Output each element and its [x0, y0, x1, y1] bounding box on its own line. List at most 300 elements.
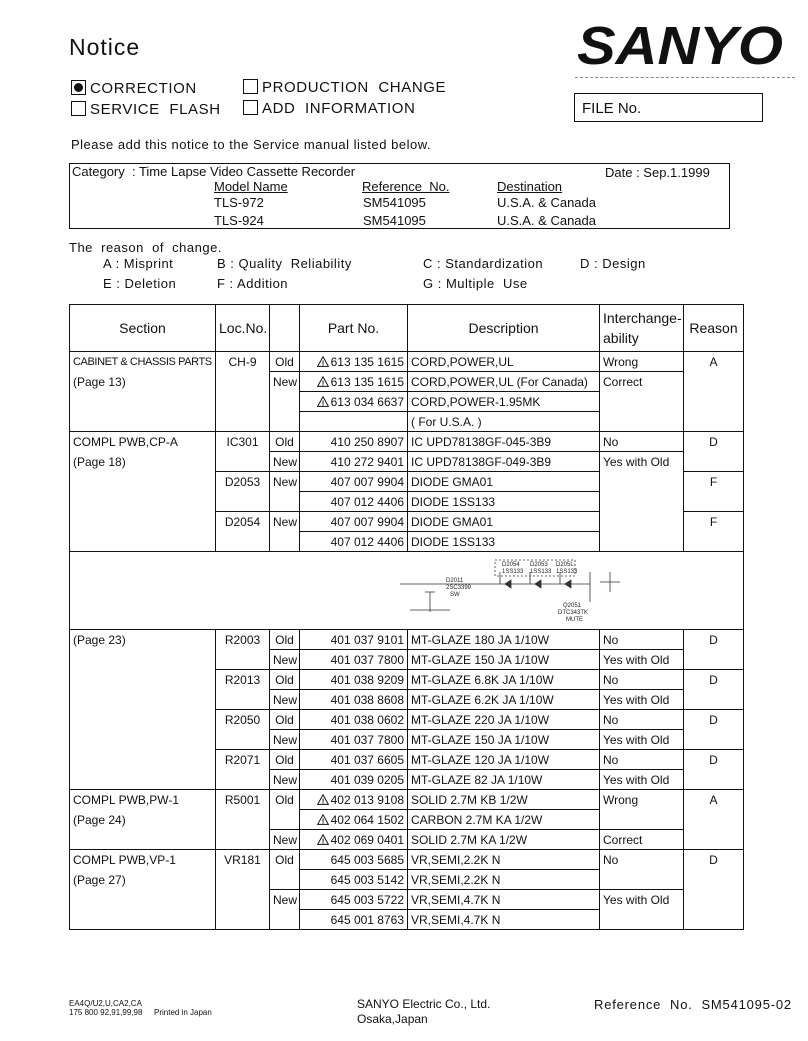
reason-c: C : Standardization — [423, 256, 544, 271]
cell-desc: SOLID 2.7M KB 1/2W — [408, 790, 600, 810]
cell-section — [70, 532, 216, 552]
svg-text:SANYO: SANYO — [577, 16, 783, 74]
cell-reason: A — [684, 352, 744, 372]
cell-part — [300, 750, 408, 770]
cell-section — [70, 492, 216, 512]
table-row — [70, 352, 744, 372]
cell-desc: VR,SEMI,4.7K N — [408, 910, 600, 930]
cell-loc — [216, 412, 270, 432]
table-row — [70, 790, 744, 810]
cell-part — [300, 452, 408, 472]
cell-interchange: Yes with Old — [600, 730, 684, 750]
cell-oldnew — [270, 870, 300, 890]
footer-printed: Printed in Japan — [154, 1008, 212, 1017]
table-row — [70, 830, 744, 850]
cell-oldnew: Old — [270, 710, 300, 730]
table-row — [70, 690, 744, 710]
reason-b: B : Quality Reliability — [217, 256, 352, 271]
cell-section: (Page 23) — [70, 630, 216, 650]
cell-interchange — [600, 910, 684, 930]
cell-section: (Page 24) — [70, 810, 216, 830]
table-row — [70, 452, 744, 472]
cell-part — [300, 492, 408, 512]
cell-oldnew — [270, 492, 300, 512]
table-row — [70, 630, 744, 650]
cell-oldnew: New — [270, 452, 300, 472]
cell-loc — [216, 830, 270, 850]
cell-oldnew — [270, 392, 300, 412]
cell-interchange — [600, 492, 684, 512]
cell-desc: CORD,POWER-1.95MK — [408, 392, 600, 412]
cell-loc — [216, 910, 270, 930]
cell-interchange: Wrong — [600, 352, 684, 372]
table-row — [70, 850, 744, 870]
cell-oldnew: New — [270, 472, 300, 492]
cell-part — [300, 650, 408, 670]
cell-section — [70, 770, 216, 790]
cell-oldnew: Old — [270, 850, 300, 870]
cell-interchange: No — [600, 630, 684, 650]
reason-a: A : Misprint — [103, 256, 174, 271]
warning-triangle-icon — [317, 834, 329, 845]
header-section: Section — [70, 305, 216, 352]
header-reason: Reason — [684, 305, 744, 352]
cell-loc — [216, 372, 270, 392]
cell-oldnew: New — [270, 830, 300, 850]
svg-text:!: ! — [321, 379, 324, 387]
warning-triangle-icon — [317, 396, 329, 407]
table-row — [70, 432, 744, 452]
checkbox-production-change[interactable]: PRODUCTION CHANGE — [243, 79, 446, 96]
part-number: 407 012 4406 — [330, 534, 404, 549]
footer-code2: 175 800 92,91,99,98 — [69, 1008, 143, 1017]
cell-section — [70, 670, 216, 690]
cell-desc: VR,SEMI,2.2K N — [408, 850, 600, 870]
cell-reason: F — [684, 512, 744, 532]
cell-interchange: Yes with Old — [600, 770, 684, 790]
cell-loc: R5001 — [216, 790, 270, 810]
cell-desc: MT-GLAZE 6.8K JA 1/10W — [408, 670, 600, 690]
table-row — [70, 532, 744, 552]
cell-part — [300, 850, 408, 870]
cell-section: (Page 27) — [70, 870, 216, 890]
cell-section — [70, 412, 216, 432]
cell-interchange — [600, 412, 684, 432]
part-number: 402 064 1502 — [330, 812, 404, 827]
reason-e: E : Deletion — [103, 276, 177, 291]
cell-loc: R2013 — [216, 670, 270, 690]
diagram-label: 1SS133 — [530, 569, 552, 575]
cell-desc: VR,SEMI,2.2K N — [408, 870, 600, 890]
checkbox-add-information[interactable]: ADD INFORMATION — [243, 100, 415, 117]
cell-oldnew: Old — [270, 790, 300, 810]
cell-loc — [216, 770, 270, 790]
cell-oldnew: Old — [270, 750, 300, 770]
cell-part — [300, 532, 408, 552]
cell-section — [70, 690, 216, 710]
cell-reason: D — [684, 630, 744, 650]
cell-part — [300, 670, 408, 690]
cell-oldnew: New — [270, 730, 300, 750]
diagram-row — [70, 552, 744, 630]
cell-part — [300, 710, 408, 730]
cell-desc: IC UPD78138GF-045-3B9 — [408, 432, 600, 452]
cell-part — [300, 472, 408, 492]
table-row — [70, 910, 744, 930]
cell-interchange: Yes with Old — [600, 690, 684, 710]
cell-reason: D — [684, 710, 744, 730]
diagram-label: SW — [450, 592, 460, 598]
cell-interchange: No — [600, 750, 684, 770]
cell-section: COMPL PWB,CP-A — [70, 432, 216, 452]
cell-loc — [216, 532, 270, 552]
cell-oldnew — [270, 532, 300, 552]
cell-reason — [684, 650, 744, 670]
ref-2: SM541095 — [363, 213, 426, 228]
cell-loc: CH-9 — [216, 352, 270, 372]
cell-loc — [216, 690, 270, 710]
checkbox-unchecked[interactable] — [243, 100, 258, 115]
part-number: 401 037 7800 — [330, 652, 404, 667]
model-2: TLS-924 — [214, 213, 264, 228]
cell-section: COMPL PWB,PW-1 — [70, 790, 216, 810]
cell-reason: F — [684, 472, 744, 492]
cell-oldnew: New — [270, 690, 300, 710]
part-number: 410 272 9401 — [330, 454, 404, 469]
sanyo-logo — [575, 12, 787, 74]
cell-loc — [216, 452, 270, 472]
diagram-label: 2SC3399 — [446, 585, 472, 591]
cell-oldnew: New — [270, 512, 300, 532]
table-row — [70, 730, 744, 750]
cell-interchange — [600, 532, 684, 552]
cell-section — [70, 910, 216, 930]
checkbox-checked[interactable] — [71, 80, 86, 95]
col-reference: Reference No. — [362, 179, 450, 194]
cell-section — [70, 650, 216, 670]
cell-interchange — [600, 512, 684, 532]
cell-desc: DIODE 1SS133 — [408, 532, 600, 552]
cell-oldnew: Old — [270, 432, 300, 452]
cell-desc: MT-GLAZE 150 JA 1/10W — [408, 730, 600, 750]
cell-interchange: Correct — [600, 830, 684, 850]
cell-part — [300, 690, 408, 710]
diagram-label: 1SS133 — [556, 569, 578, 575]
cell-loc: R2050 — [216, 710, 270, 730]
cell-interchange: No — [600, 710, 684, 730]
cell-reason — [684, 770, 744, 790]
cell-reason — [684, 492, 744, 512]
cell-part — [300, 890, 408, 910]
table-row — [70, 492, 744, 512]
cell-section: COMPL PWB,VP-1 — [70, 850, 216, 870]
diagram-label: DTC343TK — [558, 610, 589, 616]
cell-part — [300, 870, 408, 890]
cell-section — [70, 730, 216, 750]
cell-interchange — [600, 392, 684, 412]
cell-desc: DIODE GMA01 — [408, 512, 600, 532]
cell-reason: D — [684, 670, 744, 690]
cell-interchange: Yes with Old — [600, 650, 684, 670]
dest-2: U.S.A. & Canada — [497, 213, 596, 228]
cell-desc: MT-GLAZE 82 JA 1/10W — [408, 770, 600, 790]
cell-part — [300, 412, 408, 432]
cell-oldnew — [270, 810, 300, 830]
part-number: 401 038 8608 — [330, 692, 404, 707]
diagram-label: MUTE — [566, 617, 583, 623]
cell-part — [300, 392, 408, 412]
warning-triangle-icon — [317, 794, 329, 805]
cell-interchange: Yes with Old — [600, 890, 684, 910]
table-header — [70, 305, 744, 352]
checkbox-correction[interactable]: CORRECTION — [71, 80, 197, 97]
cell-desc: DIODE GMA01 — [408, 472, 600, 492]
col-model: Model Name — [214, 179, 288, 194]
reason-f: F : Addition — [217, 276, 289, 291]
cell-reason — [684, 870, 744, 890]
warning-triangle-icon — [317, 376, 329, 387]
part-number: 410 250 8907 — [330, 434, 404, 449]
cell-reason — [684, 412, 744, 432]
cell-part — [300, 630, 408, 650]
part-number: 401 039 0205 — [330, 772, 404, 787]
cell-loc: IC301 — [216, 432, 270, 452]
cell-section: (Page 18) — [70, 452, 216, 472]
table-row — [70, 472, 744, 492]
part-number: 401 038 0602 — [330, 712, 404, 727]
warning-triangle-icon — [317, 356, 329, 367]
part-number: 401 037 9101 — [330, 632, 404, 647]
header-interchange: Interchange- ability — [600, 305, 684, 352]
cell-desc: IC UPD78138GF-049-3B9 — [408, 452, 600, 472]
col-destination: Destination — [497, 179, 563, 194]
diagram-label: D205L — [556, 562, 574, 568]
cell-desc: VR,SEMI,4.7K N — [408, 890, 600, 910]
header-oldnew — [270, 305, 300, 352]
part-number: 401 038 9209 — [330, 672, 404, 687]
checkbox-unchecked[interactable] — [243, 79, 258, 94]
cell-reason: D — [684, 850, 744, 870]
warning-triangle-icon — [317, 814, 329, 825]
cell-desc: SOLID 2.7M KA 1/2W — [408, 830, 600, 850]
cell-reason — [684, 372, 744, 392]
diagram-label: 1SS133 — [502, 569, 524, 575]
table-row — [70, 890, 744, 910]
file-no-box[interactable]: FILE No. — [574, 93, 763, 122]
reason-d: D : Design — [580, 256, 646, 271]
part-number: 407 007 9904 — [330, 514, 404, 529]
cell-oldnew: Old — [270, 630, 300, 650]
cell-part — [300, 770, 408, 790]
table-row — [70, 750, 744, 770]
cell-desc: MT-GLAZE 220 JA 1/10W — [408, 710, 600, 730]
cell-loc: D2053 — [216, 472, 270, 492]
cell-part — [300, 910, 408, 930]
part-number: 407 012 4406 — [330, 494, 404, 509]
part-number: 402 069 0401 — [330, 832, 404, 847]
part-number: 613 135 1615 — [330, 374, 404, 389]
diagram-label: D2053 — [530, 562, 548, 568]
cell-oldnew — [270, 910, 300, 930]
diagram-label: D2011 — [446, 578, 464, 584]
svg-text:!: ! — [321, 837, 324, 845]
cell-interchange: Wrong — [600, 790, 684, 810]
cell-interchange — [600, 870, 684, 890]
part-number: 645 003 5722 — [330, 892, 404, 907]
footer-city: Osaka,Japan — [357, 1012, 428, 1026]
header-desc: Description — [408, 305, 600, 352]
part-number: 645 003 5142 — [330, 872, 404, 887]
cell-loc: D2054 — [216, 512, 270, 532]
cell-reason — [684, 532, 744, 552]
cell-desc: CARBON 2.7M KA 1/2W — [408, 810, 600, 830]
cell-loc — [216, 810, 270, 830]
cell-section — [70, 890, 216, 910]
table-row — [70, 670, 744, 690]
footer-code1: EA4Q/U2,U,CA2,CA — [69, 999, 142, 1008]
cell-desc: MT-GLAZE 180 JA 1/10W — [408, 630, 600, 650]
part-number: 401 037 7800 — [330, 732, 404, 747]
checkbox-service-flash[interactable]: SERVICE FLASH — [71, 101, 221, 118]
cell-reason — [684, 452, 744, 472]
cell-loc — [216, 392, 270, 412]
cell-loc: R2071 — [216, 750, 270, 770]
cell-desc: DIODE 1SS133 — [408, 492, 600, 512]
cell-part — [300, 432, 408, 452]
cell-section — [70, 710, 216, 730]
table-row — [70, 650, 744, 670]
cell-reason — [684, 890, 744, 910]
cell-oldnew: Old — [270, 670, 300, 690]
cell-interchange: No — [600, 670, 684, 690]
cell-oldnew: New — [270, 650, 300, 670]
reason-g: G : Multiple Use — [423, 276, 528, 291]
table-row — [70, 870, 744, 890]
part-number: 645 001 8763 — [330, 912, 404, 927]
cell-oldnew — [270, 412, 300, 432]
cell-part — [300, 730, 408, 750]
cell-part — [300, 830, 408, 850]
cell-part — [300, 372, 408, 392]
cell-section — [70, 750, 216, 770]
cell-section — [70, 392, 216, 412]
cell-loc — [216, 650, 270, 670]
category-box — [69, 163, 730, 229]
part-number: 402 013 9108 — [330, 792, 404, 807]
cell-interchange — [600, 810, 684, 830]
schematic-cell — [70, 552, 744, 630]
category-text: Category : Time Lapse Video Cassette Recorder — [72, 164, 356, 179]
table-row — [70, 392, 744, 412]
page-title: Notice — [69, 34, 141, 60]
header-part: Part No. — [300, 305, 408, 352]
cell-part — [300, 352, 408, 372]
intro-text: Please add this notice to the Service manual listed below. — [71, 137, 431, 152]
cell-desc: MT-GLAZE 150 JA 1/10W — [408, 650, 600, 670]
footer-company: SANYO Electric Co., Ltd. — [357, 997, 491, 1011]
cell-reason — [684, 690, 744, 710]
cell-interchange: Yes with Old — [600, 452, 684, 472]
cell-desc: CORD,POWER,UL (For Canada) — [408, 372, 600, 392]
diagram-label: D2054 — [502, 562, 520, 568]
cell-interchange: No — [600, 432, 684, 452]
svg-text:!: ! — [321, 399, 324, 407]
cell-loc — [216, 870, 270, 890]
cell-reason — [684, 730, 744, 750]
cell-oldnew: New — [270, 372, 300, 392]
part-number: 401 037 6605 — [330, 752, 404, 767]
model-1: TLS-972 — [214, 195, 264, 210]
cell-oldnew: Old — [270, 352, 300, 372]
cell-reason — [684, 830, 744, 850]
table-row — [70, 770, 744, 790]
cell-oldnew: New — [270, 770, 300, 790]
cell-loc — [216, 492, 270, 512]
logo-rule — [575, 77, 795, 78]
part-number: 613 034 6637 — [330, 394, 404, 409]
date-text: Date : Sep.1.1999 — [605, 165, 710, 180]
part-number: 645 003 5685 — [330, 852, 404, 867]
header-loc: Loc.No. — [216, 305, 270, 352]
parts-table — [69, 304, 744, 930]
table-row — [70, 412, 744, 432]
cell-desc: CORD,POWER,UL — [408, 352, 600, 372]
svg-text:!: ! — [321, 817, 324, 825]
table-row — [70, 810, 744, 830]
part-number: 613 135 1615 — [330, 354, 404, 369]
cell-part — [300, 790, 408, 810]
cell-part — [300, 810, 408, 830]
cell-reason — [684, 810, 744, 830]
ref-1: SM541095 — [363, 195, 426, 210]
cell-section — [70, 830, 216, 850]
cell-section — [70, 512, 216, 532]
cell-reason: D — [684, 750, 744, 770]
cell-desc: MT-GLAZE 120 JA 1/10W — [408, 750, 600, 770]
diagram-label: Q2051 — [563, 603, 582, 609]
table-row — [70, 372, 744, 392]
cell-interchange: No — [600, 850, 684, 870]
table-row — [70, 512, 744, 532]
footer-reference: Reference No. SM541095-02 — [594, 997, 792, 1012]
cell-reason — [684, 910, 744, 930]
cell-interchange — [600, 472, 684, 492]
cell-section: CABINET & CHASSIS PARTS — [70, 352, 216, 372]
cell-part — [300, 512, 408, 532]
checkbox-unchecked[interactable] — [71, 101, 86, 116]
table-row — [70, 710, 744, 730]
schematic-diagram — [70, 552, 744, 626]
cell-loc: VR181 — [216, 850, 270, 870]
dest-1: U.S.A. & Canada — [497, 195, 596, 210]
cell-loc — [216, 890, 270, 910]
cell-section: (Page 13) — [70, 372, 216, 392]
cell-section — [70, 472, 216, 492]
cell-oldnew: New — [270, 890, 300, 910]
cell-loc: R2003 — [216, 630, 270, 650]
cell-interchange: Correct — [600, 372, 684, 392]
cell-reason: D — [684, 432, 744, 452]
cell-desc: MT-GLAZE 6.2K JA 1/10W — [408, 690, 600, 710]
cell-desc: ( For U.S.A. ) — [408, 412, 600, 432]
cell-reason — [684, 392, 744, 412]
svg-text:!: ! — [321, 359, 324, 367]
cell-reason: A — [684, 790, 744, 810]
reason-title: The reason of change. — [69, 240, 222, 255]
svg-text:!: ! — [321, 797, 324, 805]
cell-loc — [216, 730, 270, 750]
part-number: 407 007 9904 — [330, 474, 404, 489]
